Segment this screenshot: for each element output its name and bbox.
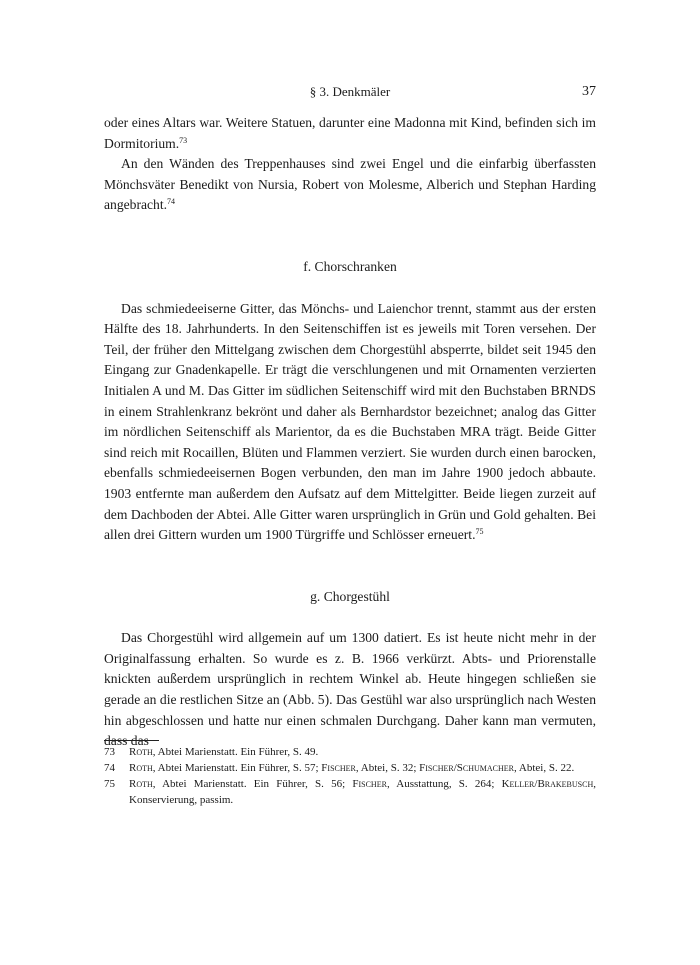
footnote-ref-75[interactable]: 75 [475, 527, 484, 537]
footnote-number: 73 [104, 746, 115, 758]
footnote-73: 73 Roth, Abtei Marienstatt. Ein Führer, S. 49. [104, 746, 319, 758]
section-heading-f: f. Chorschranken [303, 258, 397, 274]
footnote-74: 74 Roth, Abtei Marienstatt. Ein Führer, S. 57; Fischer, Abtei, S. 32; Fischer/Schumacher, Abtei, S. 22. [104, 762, 575, 774]
footnote-ref-73[interactable]: 73 [179, 135, 188, 145]
footnote-author: Roth [129, 762, 153, 774]
section-heading-g: g. Chorgestühl [310, 588, 390, 604]
paragraph-2: An den Wänden des Treppenhauses sind zwei Engel und die einfarbig überfassten Mönchsväter Benedikt von Nursia, Robert von Molesme, Alberich und Stephan Harding angebracht.$^{74}$ [104, 156, 596, 213]
footnote-author: Roth [129, 746, 153, 758]
main-text [104, 113, 596, 752]
footnote-author: Fischer [321, 762, 356, 774]
footnote-author: Keller/Brakebusch [501, 778, 594, 790]
footnote-number: 74 [104, 762, 115, 774]
footnote-75: 75 Roth, Abtei Marienstatt. Ein Führer, S. 56; Fischer, Ausstattung, S. 264; Keller/Brakebusch, Konservierung, passim. [104, 778, 596, 806]
paragraph-3: Das schmiedeeiserne Gitter, das Mönchs- und Laienchor trennt, stammt aus der ersten Hälfte des 18. Jahrhunderts. In den Seitenschiffen ist es jeweils mit Toren versehen. Der Teil, der früher den Mittelgang zwischen dem Chorgestühl absperrte, bildet seit 1945 den Eingang zur Gnadenkapelle. Er trägt die verschlungenen und mit Ornamenten verzierten Initialen A und M. Das Gitter im südlichen Seitenschiff wird mit den Buchstaben BRNDS in einem Strahlenkranz bekrönt und daher als Bernhardstor bezeichnet; analog das Gitter im nördlichen Seitenschiff als Marientor, da es die Buchstaben MRA trägt. Beide Gitter sind reich mit Rocaillen, Blüten und Flammen verziert. Sie wurden durch einen barocken, ebenfalls schmiedeeisernen Bogen verbunden, den man im Jahre 1900 jedoch abbaute. 1903 entfernte man außerdem den Aufsatz auf dem Mittelgitter. Beide liegen zurzeit auf dem Dachboden der Abtei. Alle Gitter waren ursprünglich in Grün und Gold gehalten. Bei allen drei Gittern wurden um 1900 Türgriffe und Schlösser erneuert.$^{75}$ [104, 300, 596, 543]
paragraph-4: Das Chorgestühl wird allgemein auf um 1300 datiert. Es ist heute nicht mehr in der Originalfassung erhalten. So wurde es z. B. 1966 verkürzt. Abts- und Priorenstalle knickten außerdem ursprünglich in rechtem Winkel ab. Heute hingegen schließen sie gerade an die restlichen Sitze an (Abb. 5). Das Gestühl war also ursprünglich nach Westen hin abgeschlossen und hatte nur einen schmalen Durchgang. Daher kann man vermuten, dass das [104, 630, 596, 749]
footnote-divider [104, 740, 159, 741]
footnote-author: Roth [129, 778, 153, 790]
footnote-number: 75 [104, 778, 115, 790]
page-number: 37 [582, 84, 596, 99]
footnote-author: Fischer [352, 778, 387, 790]
footnotes [104, 744, 596, 808]
footnote-author: Fischer/Schumacher [419, 762, 514, 774]
running-header [104, 84, 596, 104]
running-title: § 3. Denkmäler [309, 84, 391, 99]
paragraph-1: oder eines Altars war. Weitere Statuen, darunter eine Madonna mit Kind, befinden sich im Dormitorium.$^{73}$ [104, 115, 596, 151]
footnote-ref-74[interactable]: 74 [167, 197, 176, 207]
